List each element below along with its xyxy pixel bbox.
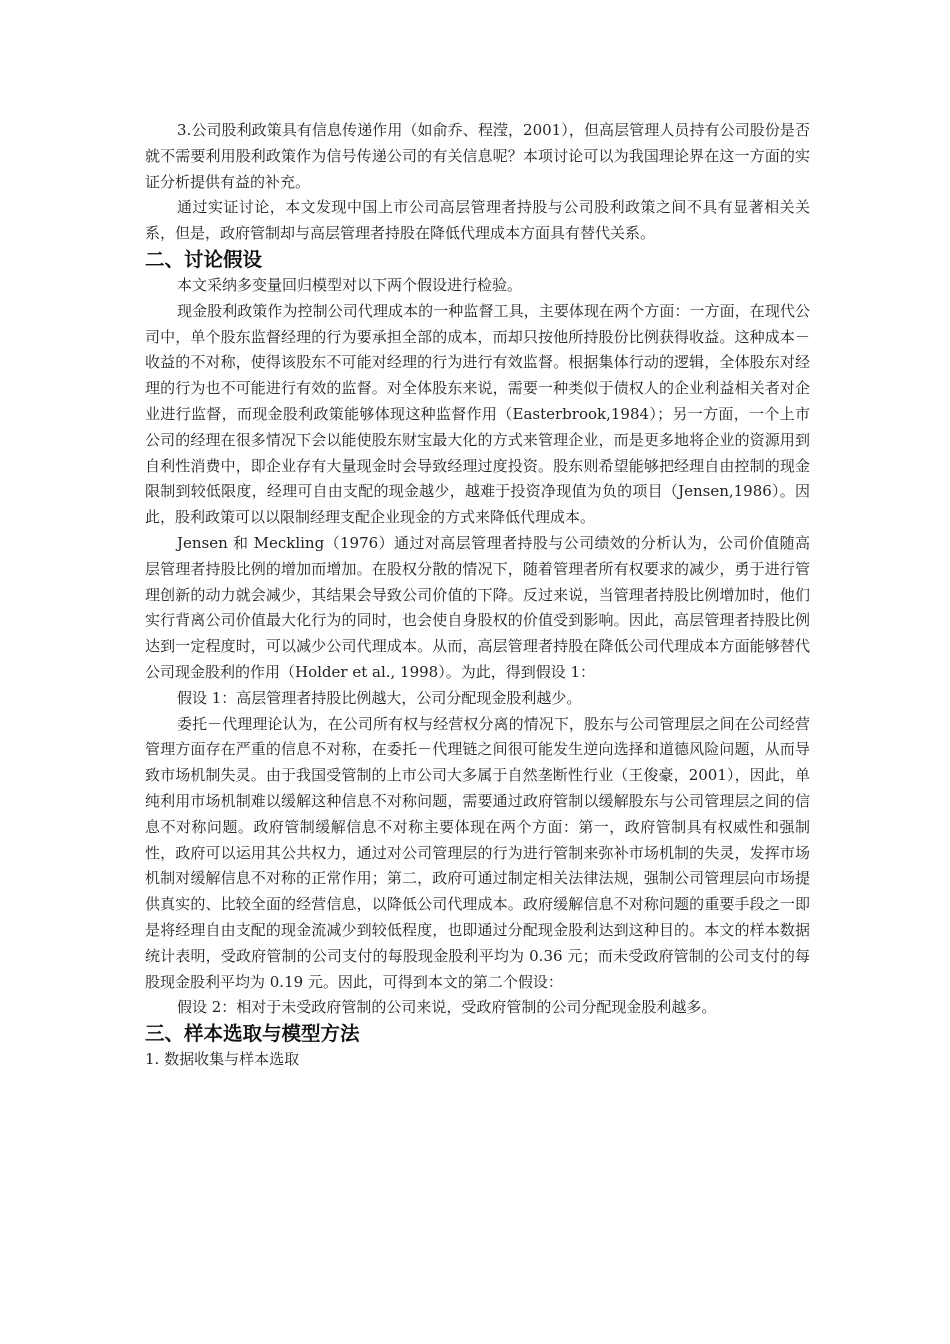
paragraph-findings: 通过实证讨论，本文发现中国上市公司高层管理者持股与公司股利政策之间不具有显著相关关系，但是，政府管制却与高层管理者持股在降低代理成本方面具有替代关系。 [145, 198, 810, 243]
document-page [145, 118, 810, 1073]
paragraph-cash-dividend-monitoring: 现金股利政策作为控制公司代理成本的一种监督工具，主要体现在两个方面：一方面，在现代公司中，单个股东监督经理的行为要承担全部的成本，而却只按他所持股份比例获得收益。这种成本－收益的不对称，使得该股东不可能对经理的行为进行有效监督。根据集体行动的逻辑，全体股东对经理的行为也不可能进行有效的监督。对全体股东来说，需要一种类似于债权人的企业利益相关者对企业进行监督，而现金股利政策能够体现这种监督作用（Easterbrook,1984）；另一方面，一个上市公司的经理在很多情况下会以能使股东财宝最大化的方式来管理企业，而是更多地将企业的资源用到自利性消费中，即企业存有大量现金时会导致经理过度投资。股东则希望能够把经理自由控制的现金限制到较低限度，经理可自由支配的现金越少，越难于投资净现值为负的项目（Jensen,1986）。因此，股利政策可以以限制经理支配企业现金的方式来降低代理成本。 [145, 301, 810, 527]
paragraph-jensen-meckling: Jensen 和 Meckling（1976）通过对高层管理者持股与公司绩效的分析认为，公司价值随高层管理者持股比例的增加而增加。在股权分散的情况下，随着管理者所有权要求的减少，勇于进行管理创新的动力就会减少，其结果会导致公司价值的下降。反过来说，当管理者持股比例增加时，他们实行背离公司价值最大化行为的同时，也会使自身股权的价值受到影响。因此，高层管理者持股比例达到一定程度时，可以减少公司代理成本。从而，高层管理者持股在降低公司代理成本方面能够替代公司现金股利的作用（Holder et al., 1998）。为此，得到假设 1： [145, 533, 810, 681]
paragraph-method-intro: 本文采纳多变量回归模型对以下两个假设进行检验。 [177, 275, 523, 294]
hypothesis-1: 假设 1：高层管理者持股比例越大，公司分配现金股利越少。 [177, 688, 582, 707]
section-heading-hypotheses: 二、讨论假设 [145, 247, 263, 271]
paragraph-principal-agent: 委托－代理理论认为，在公司所有权与经营权分离的情况下，股东与公司管理层之间在公司经营管理方面存在严重的信息不对称，在委托－代理链之间很可能发生逆向选择和道德风险问题，从而导致市场机制失灵。由于我国受管制的上市公司大多属于自然垄断性行业（王俊豪，2001），因此，单纯利用市场机制难以缓解这种信息不对称问题，需要通过政府管制以缓解股东与公司管理层之间的信息不对称问题。政府管制缓解信息不对称主要体现在两个方面：第一，政府管制具有权威性和强制性，政府可以运用其公共权力，通过对公司管理层的行为进行管制来弥补市场机制的失灵，发挥市场机制对缓解信息不对称的正常作用；第二，政府可通过制定相关法律法规，强制公司管理层向市场提供真实的、比较全面的经营信息，以降低公司代理成本。政府缓解信息不对称问题的重要手段之一即是将经理自由支配的现金流减少到较低程度，也即通过分配现金股利达到这种目的。本文的样本数据统计表明，受政府管制的公司支付的每股现金股利平均为 0.36 元；而未受政府管制的公司支付的每股现金股利平均为 0.19 元。因此，可得到本文的第二个假设： [145, 714, 810, 991]
paragraph-signal-effect: 3.公司股利政策具有信息传递作用（如俞乔、程滢，2001），但高层管理人员持有公司股份是否就不需要利用股利政策作为信号传递公司的有关信息呢？本项讨论可以为我国理论界在这一方面的实证分析提供有益的补充。 [145, 121, 810, 191]
hypothesis-2: 假设 2：相对于未受政府管制的公司来说，受政府管制的公司分配现金股利越多。 [177, 998, 717, 1017]
section-heading-sample-model: 三、样本选取与模型方法 [145, 1022, 360, 1046]
subsection-data-collection: 1. 数据收集与样本选取 [145, 1050, 300, 1069]
